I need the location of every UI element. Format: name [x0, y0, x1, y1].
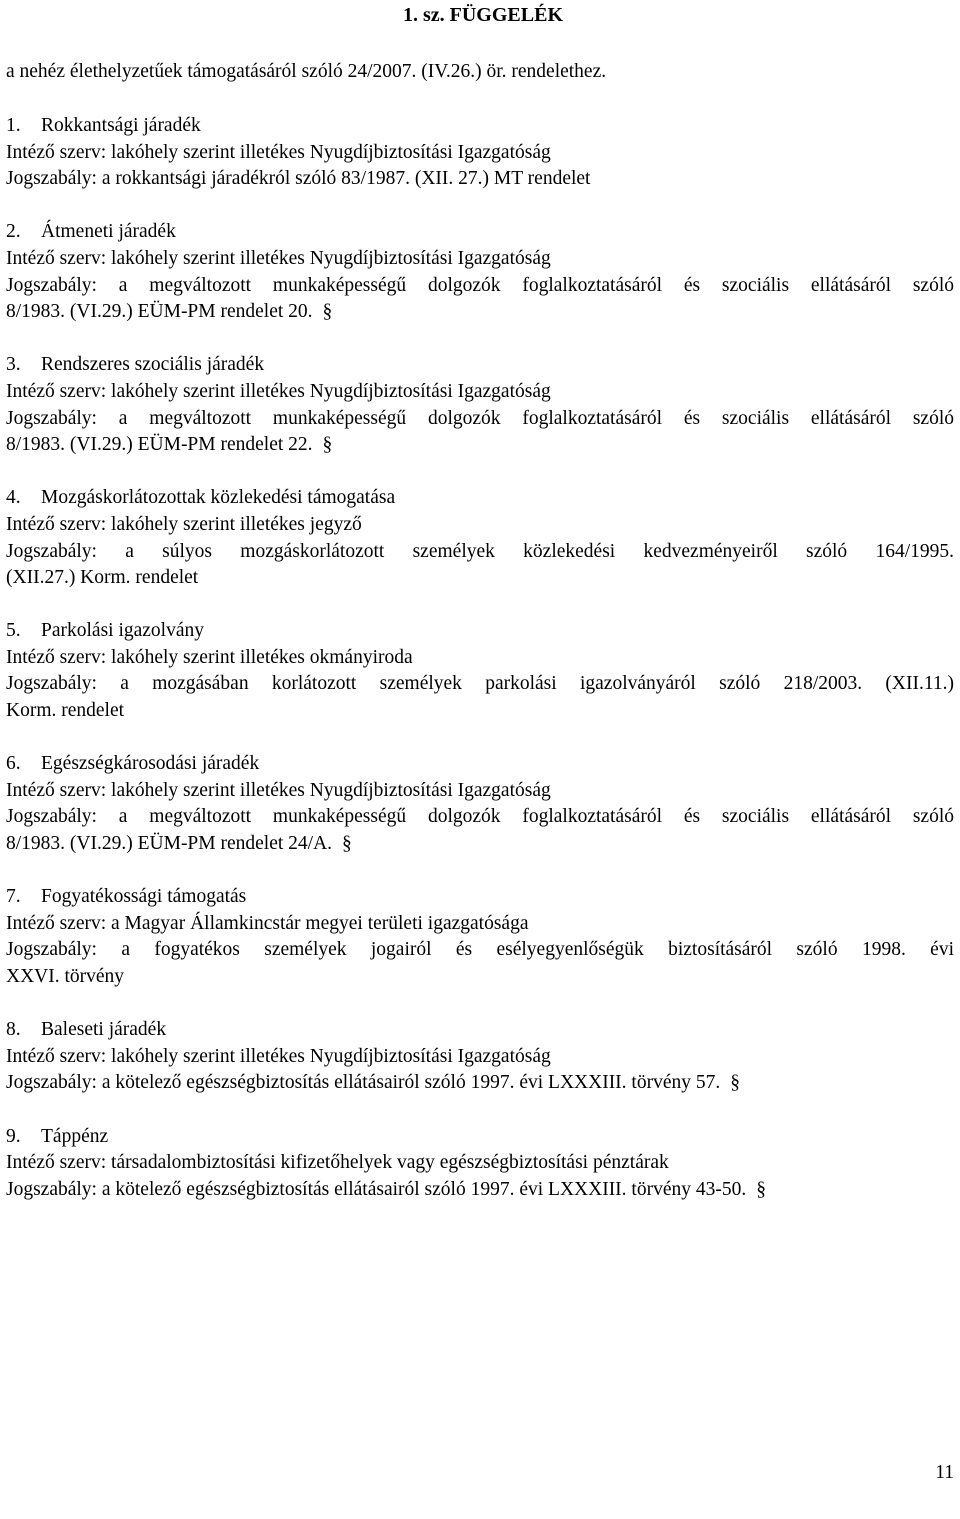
- law-line: [6, 166, 954, 193]
- benefit-section: [6, 352, 954, 458]
- law-line: [6, 1177, 954, 1204]
- authority-line: Intéző szerv: lakóhely szerint illetékes Nyugdíjbiztosítási Igazgatóság: [6, 141, 551, 163]
- law-text: 8/1983. (VI.29.) EÜM-PM rendelet 24/A.: [6, 833, 333, 855]
- benefit-section: [6, 219, 954, 325]
- section-number: 6.: [6, 753, 21, 775]
- authority-line: Intéző szerv: lakóhely szerint illetékes Nyugdíjbiztosítási Igazgatóság: [6, 247, 551, 269]
- benefit-section: [6, 485, 954, 591]
- law-text: Jogszabály: a megváltozott munkaképességű dolgozók foglalkoztatásáról és szociális ellátásáról szóló: [6, 274, 954, 296]
- document-title: 1. sz. FÜGGELÉK: [402, 4, 563, 26]
- section-heading: [6, 113, 954, 140]
- law-line: [6, 804, 954, 831]
- law-line: [6, 273, 954, 300]
- law-line: [6, 406, 954, 433]
- benefit-section: [6, 751, 954, 857]
- paragraph-sign: §: [730, 1072, 740, 1094]
- section-heading: [6, 352, 954, 379]
- benefit-list: [6, 113, 954, 1203]
- authority-line: Intéző szerv: társadalombiztosítási kifizetőhelyek vagy egészségbiztosítási pénztárak: [6, 1152, 669, 1174]
- section-number: 8.: [6, 1019, 21, 1041]
- section-number: 2.: [6, 221, 21, 243]
- section-number: 3.: [6, 354, 21, 376]
- law-text: Jogszabály: a kötelező egészségbiztosítás ellátásairól szóló 1997. évi LXXXIII. törvény 57.: [6, 1072, 721, 1094]
- law-line: [6, 937, 954, 964]
- benefit-section: [6, 618, 954, 724]
- section-title: Egészségkárosodási járadék: [41, 753, 260, 775]
- section-heading: [6, 751, 954, 778]
- document-subtitle: a nehéz élethelyzetűek támogatásáról szóló 24/2007. (IV.26.) ör. rendelethez.: [6, 61, 607, 82]
- law-line: [6, 299, 954, 326]
- section-heading: [6, 618, 954, 645]
- section-number: 4.: [6, 487, 21, 509]
- law-line: [6, 698, 954, 725]
- authority-line: Intéző szerv: lakóhely szerint illetékes okmányiroda: [6, 646, 413, 668]
- section-title: Rokkantsági járadék: [41, 115, 201, 136]
- law-line: [6, 539, 954, 566]
- law-text: Jogszabály: a rokkantsági járadékról szóló 83/1987. (XII. 27.) MT rendelet: [6, 168, 591, 190]
- law-text: Jogszabály: a megváltozott munkaképességű dolgozók foglalkoztatásáról és szociális ellátásáról szóló: [6, 407, 954, 429]
- law-line: [6, 565, 954, 592]
- benefit-section: [6, 113, 954, 193]
- benefit-section: [6, 884, 954, 990]
- law-text: (XII.27.) Korm. rendelet: [6, 567, 199, 589]
- section-number: 9.: [6, 1125, 21, 1147]
- law-line: [6, 831, 954, 858]
- page-number: 11: [935, 1462, 954, 1483]
- authority-line: Intéző szerv: lakóhely szerint illetékes Nyugdíjbiztosítási Igazgatóság: [6, 1045, 551, 1067]
- section-title: Fogyatékossági támogatás: [41, 886, 247, 908]
- authority-line: Intéző szerv: lakóhely szerint illetékes Nyugdíjbiztosítási Igazgatóság: [6, 779, 551, 801]
- law-text: Jogszabály: a mozgásában korlátozott személyek parkolási igazolványáról szóló 218/2003. (XII.11.): [6, 673, 954, 695]
- law-text: XXVI. törvény: [6, 966, 125, 987]
- authority-line: Intéző szerv: a Magyar Államkincstár megyei területi igazgatósága: [6, 912, 529, 934]
- law-text: Jogszabály: a kötelező egészségbiztosítás ellátásairól szóló 1997. évi LXXXIII. törvény 43-50.: [6, 1178, 747, 1200]
- law-line: [6, 1070, 954, 1097]
- section-title: Parkolási igazolvány: [41, 620, 204, 642]
- section-heading: [6, 884, 954, 911]
- section-heading: [6, 219, 954, 246]
- paragraph-sign: §: [322, 434, 333, 456]
- document-page: [6, 0, 954, 1230]
- law-text: Jogszabály: a megváltozott munkaképességű dolgozók foglalkoztatásáról és szociális ellátásáról szóló: [6, 806, 954, 828]
- section-number: 7.: [6, 886, 21, 908]
- section-title: Táppénz: [41, 1125, 109, 1147]
- authority-line: Intéző szerv: lakóhely szerint illetékes Nyugdíjbiztosítási Igazgatóság: [6, 380, 551, 402]
- law-text: 8/1983. (VI.29.) EÜM-PM rendelet 20.: [6, 301, 313, 323]
- benefit-section: [6, 1017, 954, 1097]
- section-number: 1.: [6, 115, 21, 136]
- authority-line: Intéző szerv: lakóhely szerint illetékes jegyző: [6, 513, 362, 535]
- law-line: [6, 671, 954, 698]
- law-text: 8/1983. (VI.29.) EÜM-PM rendelet 22.: [6, 434, 313, 456]
- law-text: Korm. rendelet: [6, 700, 125, 722]
- law-line: [6, 964, 954, 991]
- section-heading: [6, 1124, 954, 1151]
- law-line: [6, 432, 954, 459]
- paragraph-sign: §: [322, 301, 333, 323]
- section-title: Rendszeres szociális járadék: [41, 354, 265, 376]
- benefit-section: [6, 1124, 954, 1204]
- law-text: Jogszabály: a fogyatékos személyek jogairól és esélyegyenlőségük biztosításáról szóló 1998. évi: [6, 939, 954, 961]
- section-title: Mozgáskorlátozottak közlekedési támogatása: [41, 487, 396, 509]
- section-title: Baleseti járadék: [41, 1019, 167, 1041]
- section-title: Átmeneti járadék: [41, 221, 176, 243]
- section-heading: [6, 485, 954, 512]
- law-text: Jogszabály: a súlyos mozgáskorlátozott személyek közlekedési kedvezményeiről szóló 164/1995.: [6, 540, 954, 562]
- paragraph-sign: §: [756, 1178, 766, 1200]
- section-number: 5.: [6, 620, 21, 642]
- section-heading: [6, 1017, 954, 1044]
- paragraph-sign: §: [342, 833, 352, 855]
